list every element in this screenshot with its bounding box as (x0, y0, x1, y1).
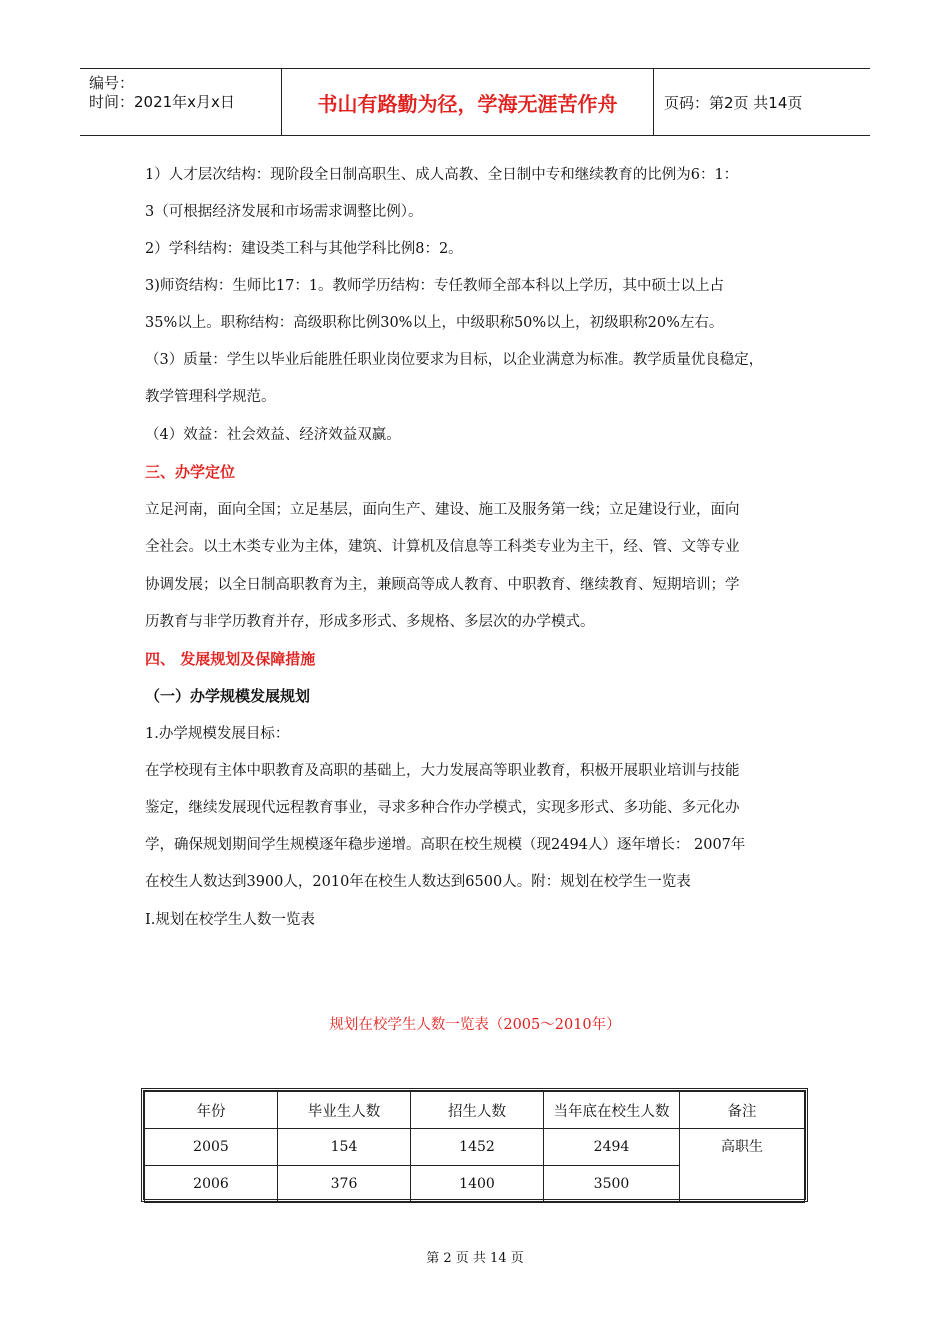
column-header: 备注 (680, 1092, 805, 1129)
column-header: 当年底在校生人数 (544, 1092, 680, 1129)
column-header: 年份 (145, 1092, 278, 1129)
time-label: 时间：2021年x月x日 (89, 93, 235, 111)
page-header (80, 68, 870, 136)
body-line: 3)师资结构：生师比17：1。教师学历结构：专任教师全部本科以上学历，其中硕士以上占 (145, 278, 725, 294)
table-cell: 376 (278, 1166, 411, 1203)
page-footer: 第 2 页 共 14 页 (426, 1251, 524, 1266)
table-row (145, 1129, 805, 1166)
table-cell: 2006 (145, 1166, 278, 1203)
item-heading: 1.办学规模发展目标： (145, 726, 290, 742)
body-line: 1）人才层次结构：现阶段全日制高职生、成人高教、全日制中专和继续教育的比例为6：1： (145, 167, 739, 183)
body-line: 全社会。以土木类专业为主体，建筑、计算机及信息等工科类专业为主干，经、管、文等专业 (145, 539, 740, 555)
column-header: 招生人数 (411, 1092, 544, 1129)
number-label: 编号： (89, 74, 135, 92)
body-line: 立足河南，面向全国；立足基层，面向生产、建设、施工及服务第一线；立足建设行业，面向 (145, 502, 740, 518)
body-line: 历教育与非学历教育并存，形成多形式、多规格、多层次的办学模式。 (145, 614, 595, 630)
note-cell: 高职生 (680, 1129, 805, 1203)
section-heading: 四、 发展规划及保障措施 (145, 650, 316, 668)
table-caption: 规划在校学生人数一览表（2005～2010年） (329, 1017, 621, 1033)
table-cell: 1452 (411, 1129, 544, 1166)
section-heading: 三、办学定位 (145, 463, 236, 481)
body-line: 35%以上。职称结构：高级职称比例30%以上，中级职称50%以上，初级职称20%左右。 (145, 315, 724, 331)
header-motto: 书山有路勤为径，学海无涯苦作舟 (282, 69, 654, 135)
body-line: （3）质量：学生以毕业后能胜任职业岗位要求为目标，以企业满意为标准。教学质量优良稳定， (145, 352, 764, 368)
body-line: 鉴定，继续发展现代远程教育事业，寻求多种合作办学模式，实现多形式、多功能、多元化办 (145, 800, 740, 816)
subsection-heading: （一）办学规模发展规划 (145, 687, 311, 705)
table-cell: 2494 (544, 1129, 680, 1166)
body-line: 2）学科结构：建设类工科与其他学科比例8：2。 (145, 241, 463, 257)
body-line: 在校生人数达到3900人，2010年在校生人数达到6500人。附：规划在校学生一览表 (145, 874, 691, 890)
header-meta (80, 69, 282, 135)
body-line: （4）效益：社会效益、经济效益双赢。 (145, 427, 401, 443)
body-line: 学，确保规划期间学生规模逐年稳步递增。高职在校生规模（现2494人）逐年增长： 2007年 (145, 837, 746, 853)
body-line: 教学管理科学规范。 (145, 389, 276, 405)
table-header-row (145, 1092, 805, 1129)
table-cell: 2005 (145, 1129, 278, 1166)
table-reference: Ⅰ.规划在校学生人数一览表 (145, 912, 315, 928)
body-line: 3（可根据经济发展和市场需求调整比例）。 (145, 204, 423, 220)
body-line: 协调发展；以全日制高职教育为主，兼顾高等成人教育、中职教育、继续教育、短期培训；学 (145, 577, 740, 593)
table-cell: 3500 (544, 1166, 680, 1203)
plan-table (141, 1088, 808, 1202)
column-header: 毕业生人数 (278, 1092, 411, 1129)
body-line: 在学校现有主体中职教育及高职的基础上，大力发展高等职业教育，积极开展职业培训与技能 (145, 763, 740, 779)
header-page-info: 页码：第2页 共14页 (664, 93, 803, 112)
table-cell: 154 (278, 1129, 411, 1166)
table-cell: 1400 (411, 1166, 544, 1203)
